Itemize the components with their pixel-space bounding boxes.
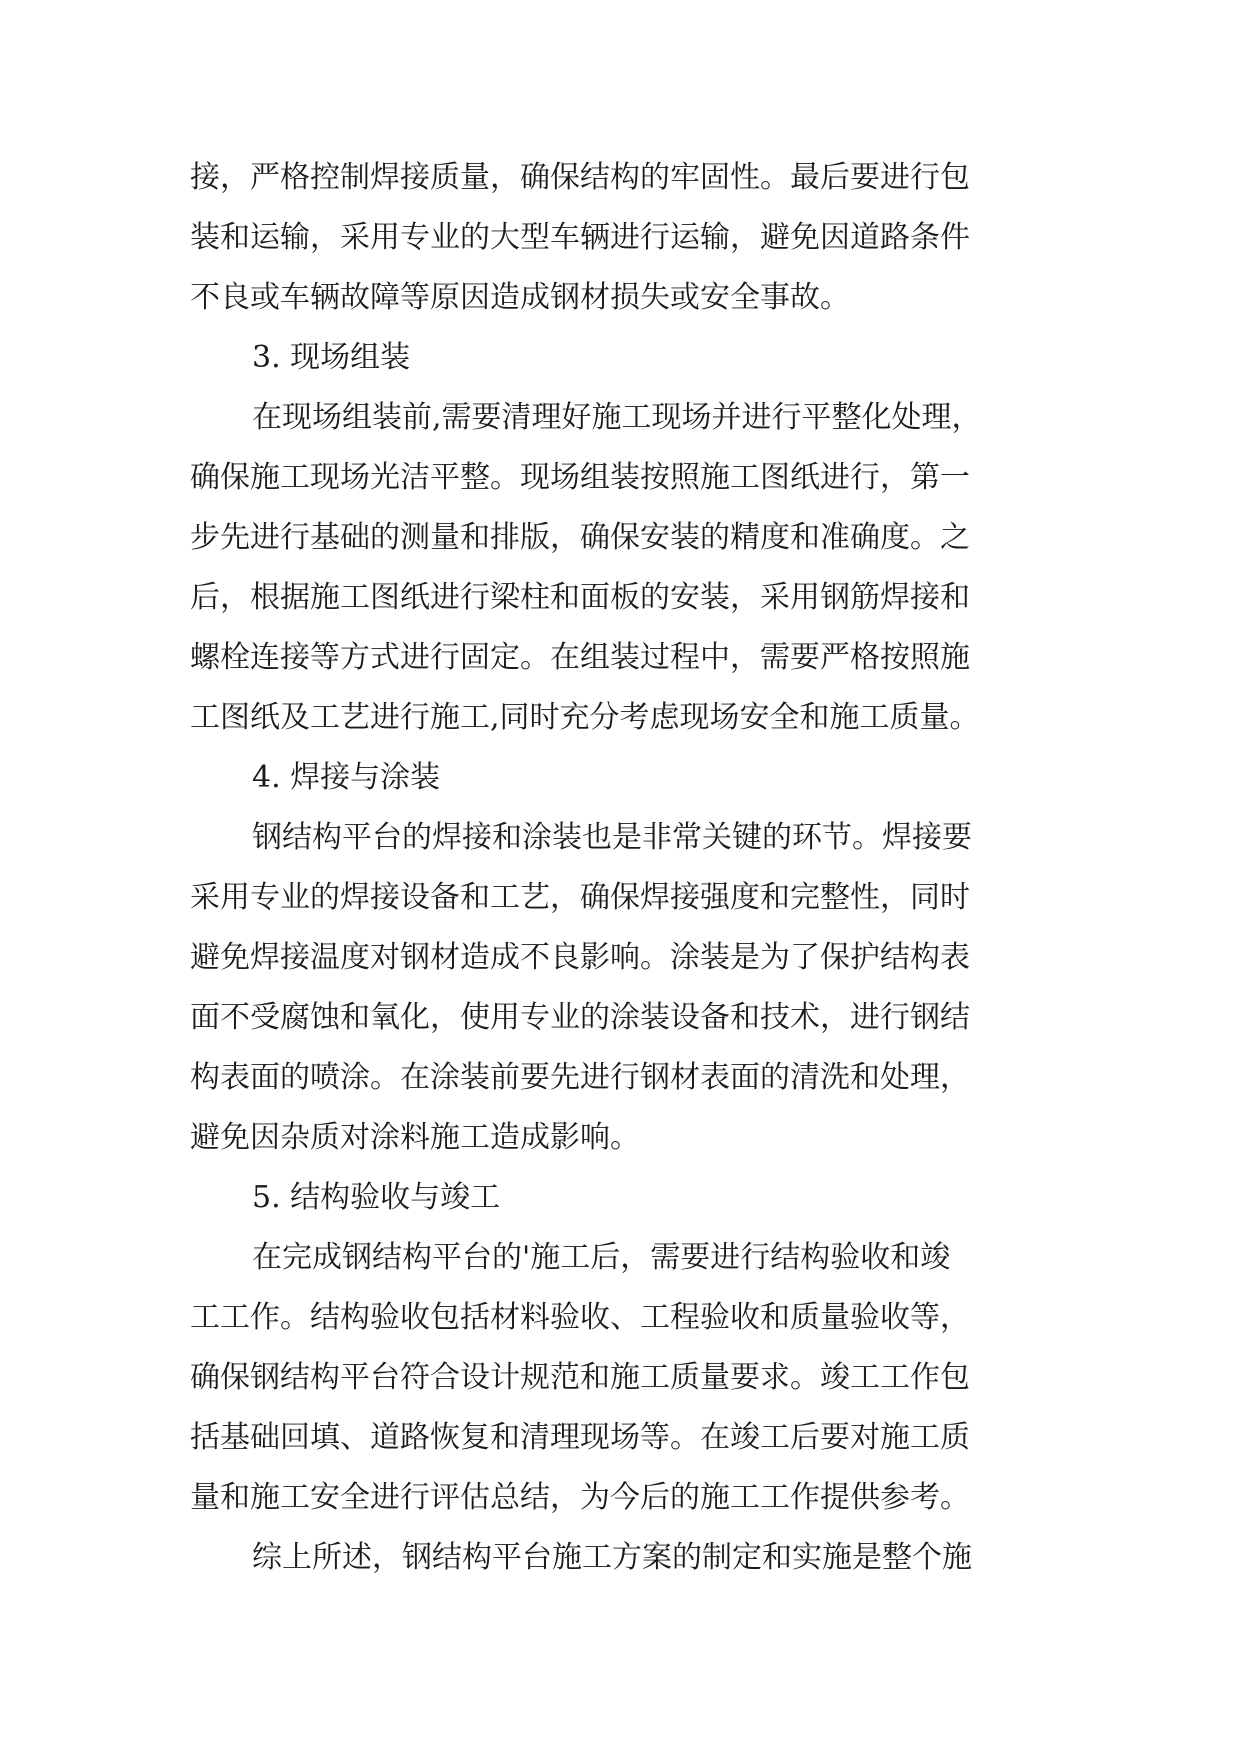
text-line: 工图纸及工艺进行施工,同时充分考虑现场安全和施工质量。	[190, 700, 980, 735]
text-line: 括基础回填、道路恢复和清理现场等。在竣工后要对施工质	[190, 1420, 970, 1455]
text-line: 工工作。结构验收包括材料验收、工程验收和质量验收等，	[190, 1300, 970, 1335]
text-line: 确保钢结构平台符合设计规范和施工质量要求。竣工工作包	[190, 1360, 970, 1395]
text-line: 综上所述，钢结构平台施工方案的制定和实施是整个施	[252, 1540, 972, 1575]
text-line: 步先进行基础的测量和排版，确保安装的精度和准确度。之	[190, 520, 970, 555]
text-line: 避免焊接温度对钢材造成不良影响。涂装是为了保护结构表	[190, 940, 970, 975]
section-heading: 5. 结构验收与竣工	[252, 1180, 501, 1215]
section-heading: 3. 现场组装	[252, 340, 411, 375]
text-line: 不良或车辆故障等原因造成钢材损失或安全事故。	[190, 280, 850, 315]
text-line: 装和运输，采用专业的大型车辆进行运输，避免因道路条件	[190, 220, 970, 255]
text-line: 在完成钢结构平台的'施工后，需要进行结构验收和竣	[252, 1240, 951, 1275]
text-line: 避免因杂质对涂料施工造成影响。	[190, 1120, 640, 1155]
text-line: 面不受腐蚀和氧化，使用专业的涂装设备和技术，进行钢结	[190, 1000, 970, 1035]
text-line: 接，严格控制焊接质量，确保结构的牢固性。最后要进行包	[190, 160, 970, 195]
text-line: 量和施工安全进行评估总结，为今后的施工工作提供参考。	[190, 1480, 970, 1515]
text-line: 采用专业的焊接设备和工艺，确保焊接强度和完整性，同时	[190, 880, 970, 915]
text-line: 后，根据施工图纸进行梁柱和面板的安装，采用钢筋焊接和	[190, 580, 970, 615]
text-line: 在现场组装前,需要清理好施工现场并进行平整化处理，	[252, 400, 982, 435]
text-line: 构表面的喷涂。在涂装前要先进行钢材表面的清洗和处理，	[190, 1060, 970, 1095]
text-line: 钢结构平台的焊接和涂装也是非常关键的环节。焊接要	[252, 820, 972, 855]
text-line: 螺栓连接等方式进行固定。在组装过程中，需要严格按照施	[190, 640, 970, 675]
text-line: 确保施工现场光洁平整。现场组装按照施工图纸进行，第一	[190, 460, 970, 495]
section-heading: 4. 焊接与涂装	[252, 760, 441, 795]
